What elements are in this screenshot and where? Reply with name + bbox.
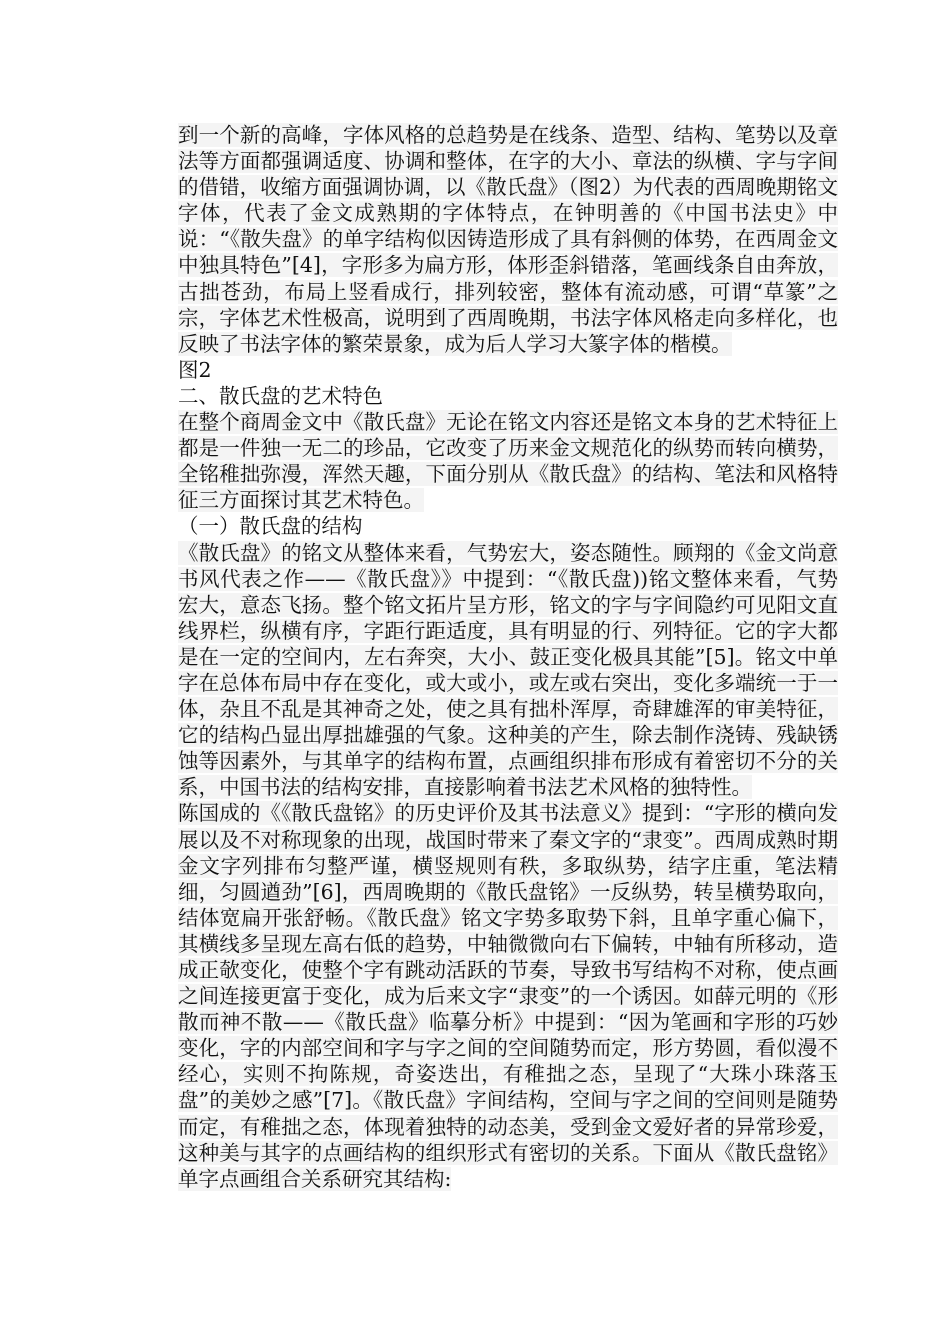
figure-caption: 图2	[178, 357, 212, 382]
paragraph-art-features-text: 在整个商周金文中《散氏盘》无论在铭文内容还是铭文本身的艺术特征上都是一件独一无二的珍品，它改变了历来金文规范化的纵势而转向横势，全铭稚拙弥漫，浑然天趣，下面分别从《散氏盘》的结构、笔法和风格特征三方面探讨其艺术特色。	[178, 410, 838, 513]
paragraph-art-features	[178, 409, 838, 513]
subsection-heading: （一）散氏盘的结构	[178, 514, 363, 539]
paragraph-chen-guocheng-text: 陈国成的《《散氏盘铭》的历史评价及其书法意义》提到：“字形的横向发展以及不对称现象的出现，战国时带来了秦文字的“隶变”。西周成熟时期金文字列排布匀整严谨，横竖规则有秩，多取纵势，结字庄重，笔法精细，匀圆遒劲”[6]，西周晚期的《散氏盘铭》一反纵势，转呈横势取向，结体宽扁开张舒畅。《散氏盘》铭文字势多取势下斜，且单字重心偏下，其横线多呈现左高右低的趋势，中轴微微向右下偏转，中轴有所移动，造成正欹变化，使整个字有跳动活跃的节奏，导致书写结构不对称，使点画之间连接更富于变化，成为后来文字“隶变”的一个诱因。如薛元明的《形散而神不散——《散氏盘》临摹分析》中提到：“因为笔画和字形的巧妙变化，字的内部空间和字与字之间的空间随势而定，形方势圆，看似漫不经心，实则不拘陈规，奇姿迭出，有稚拙之态，呈现了“大珠小珠落玉盘”的美妙之感”[7]。《散氏盘》字间结构，空间与字之间的空间则是随势而定，有稚拙之态，体现着独特的动态美，受到金文爱好者的异常珍爱，这种美与其字的点画结构的组织形式有密切的关系。下面从《散氏盘铭》单字点画组合关系研究其结构:	[178, 801, 838, 1191]
section-heading: 二、散氏盘的艺术特色	[178, 383, 383, 408]
paragraph-intro-text: 到一个新的高峰，字体风格的总趋势是在线条、造型、结构、笔势以及章法等方面都强调适度、协调和整体，在字的大小、章法的纵横、字与字间的借错，收缩方面强调协调，以《散氏盘》（图2）为代表的西周晚期铭文字体，代表了金文成熟期的字体特点，在钟明善的《中国书法史》中说：“《散失盘》的单字结构似因铸造形成了具有斜侧的体势，在西周金文中独具特色”[4]，字形多为扁方形，体形歪斜错落，笔画线条自由奔放，古拙苍劲，布局上竖看成行，排列较密，整体有流动感，可谓“草篆”之宗，字体艺术性极高，说明到了西周晚期，书法字体风格走向多样化，也反映了书法字体的繁荣景象，成为后人学习大篆字体的楷模。	[178, 123, 838, 356]
paragraph-structure-text: 《散氏盘》的铭文从整体来看，气势宏大，姿态随性。顾翔的《金文尚意书风代表之作——《散氏盘》》中提到：“《散氏盘))铭文整体来看，气势宏大，意态飞扬。整个铭文拓片呈方形，铭文的字与字间隐约可见阳文直线界栏，纵横有序，字距行距适度，具有明显的行、列特征。它的字大都是在一定的空间内，左右奔突，大小、鼓正变化极具其能”[5]。铭文中单字在总体布局中存在变化，或大或小，或左或右突出，变化多端统一于一体，杂且不乱是其神奇之处，使之具有拙朴浑厚，奇肆雄浑的审美特征，它的结构凸显出厚拙雄强的气象。这种美的产生，除去制作浇铸、残缺锈蚀等因素外，与其单字的结构布置，点画组织排布形成有着密切不分的关系，中国书法的结构安排，直接影响着书法艺术风格的独特性。	[178, 540, 838, 800]
document-body	[178, 122, 838, 1192]
paragraph-structure	[178, 540, 838, 801]
paragraph-chen-guocheng	[178, 800, 838, 1191]
paragraph-intro	[178, 122, 838, 357]
